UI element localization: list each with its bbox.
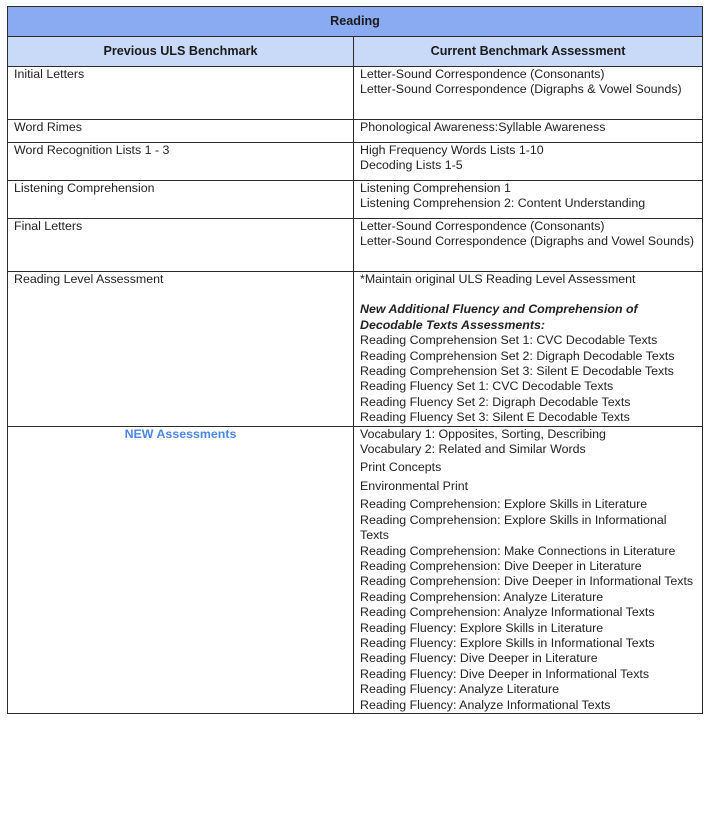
current-assessment xyxy=(354,67,703,120)
assessment-item: Reading Fluency Set 3: Silent E Decodable Texts xyxy=(360,410,630,425)
assessment-item: Phonological Awareness:Syllable Awareness xyxy=(360,120,606,134)
previous-benchmark: Listening Comprehension xyxy=(8,181,354,219)
assessment-item: Letter-Sound Correspondence (Digraphs and Vowel Sounds) xyxy=(360,234,695,249)
table-title: Reading xyxy=(8,7,703,37)
current-assessment xyxy=(354,181,703,219)
table-title-row xyxy=(8,7,703,37)
assessment-item: Reading Comprehension: Make Connections in Literature xyxy=(360,543,676,558)
assessment-item: Reading Fluency: Dive Deeper in Literature xyxy=(360,651,598,666)
assessment-item: Print Concepts xyxy=(360,460,442,475)
assessment-item: Reading Comprehension: Explore Skills in Literature xyxy=(360,497,648,512)
previous-benchmark: Final Letters xyxy=(8,219,354,272)
previous-benchmark: Initial Letters xyxy=(8,67,354,120)
table-row xyxy=(8,120,703,143)
assessment-item: Reading Comprehension Set 2: Digraph Decodable Texts xyxy=(360,348,675,363)
header-previous: Previous ULS Benchmark xyxy=(8,37,354,67)
assessment-item: Reading Comprehension: Dive Deeper in Informational Texts xyxy=(360,574,694,589)
table-row xyxy=(8,181,703,219)
previous-benchmark: Reading Level Assessment xyxy=(8,272,354,427)
assessment-item: Reading Fluency: Analyze Informational Texts xyxy=(360,697,611,712)
assessment-item: Reading Comprehension: Dive Deeper in Literature xyxy=(360,558,642,573)
assessment-item: Reading Fluency Set 2: Digraph Decodable Texts xyxy=(360,394,631,409)
assessment-item: Decoding Lists 1-5 xyxy=(360,158,463,173)
assessment-subheading: New Additional Fluency and Comprehension of Decodable Texts Assessments: xyxy=(360,302,638,332)
assessment-item: Reading Comprehension: Analyze Informational Texts xyxy=(360,605,655,620)
assessment-item: Listening Comprehension 1 xyxy=(360,181,511,195)
table-row xyxy=(8,426,703,713)
table-row xyxy=(8,67,703,120)
assessment-item: Reading Fluency: Dive Deeper in Informational Texts xyxy=(360,666,650,681)
table-row xyxy=(8,272,703,427)
current-assessment xyxy=(354,143,703,181)
assessment-item: Reading Comprehension Set 3: Silent E Decodable Texts xyxy=(360,364,674,379)
new-assessments-label: NEW Assessments xyxy=(8,426,354,713)
assessment-item: Reading Comprehension: Analyze Literature xyxy=(360,589,604,604)
assessment-intro: *Maintain original ULS Reading Level Assessment xyxy=(360,272,636,286)
assessment-item: Listening Comprehension 2: Content Understanding xyxy=(360,196,646,211)
assessment-item: Environmental Print xyxy=(360,478,469,493)
assessment-item: Letter-Sound Correspondence (Digraphs & Vowel Sounds) xyxy=(360,82,682,97)
assessment-item: Vocabulary 1: Opposites, Sorting, Describing xyxy=(360,426,606,441)
current-assessment xyxy=(354,426,703,713)
previous-benchmark: Word Recognition Lists 1 - 3 xyxy=(8,143,354,181)
table-row xyxy=(8,143,703,181)
assessment-item: Reading Fluency: Explore Skills in Informational Texts xyxy=(360,635,655,650)
table-header-row xyxy=(8,37,703,67)
header-current: Current Benchmark Assessment xyxy=(354,37,703,67)
assessment-item: Reading Comprehension: Explore Skills in Informational Texts xyxy=(360,512,667,543)
assessment-item: Reading Fluency Set 1: CVC Decodable Texts xyxy=(360,379,614,394)
assessment-item: Reading Fluency: Explore Skills in Literature xyxy=(360,620,604,635)
assessment-item: Letter-Sound Correspondence (Consonants) xyxy=(360,219,605,233)
table-row xyxy=(8,219,703,272)
current-assessment xyxy=(354,272,703,427)
assessment-item: Letter-Sound Correspondence (Consonants) xyxy=(360,67,605,81)
previous-benchmark: Word Rimes xyxy=(8,120,354,143)
assessment-item: Vocabulary 2: Related and Similar Words xyxy=(360,442,586,457)
reading-benchmark-table xyxy=(7,6,703,714)
current-assessment xyxy=(354,219,703,272)
current-assessment xyxy=(354,120,703,143)
assessment-item: High Frequency Words Lists 1-10 xyxy=(360,143,544,157)
assessment-item: Reading Fluency: Analyze Literature xyxy=(360,682,560,697)
assessment-item: Reading Comprehension Set 1: CVC Decodable Texts xyxy=(360,333,658,348)
